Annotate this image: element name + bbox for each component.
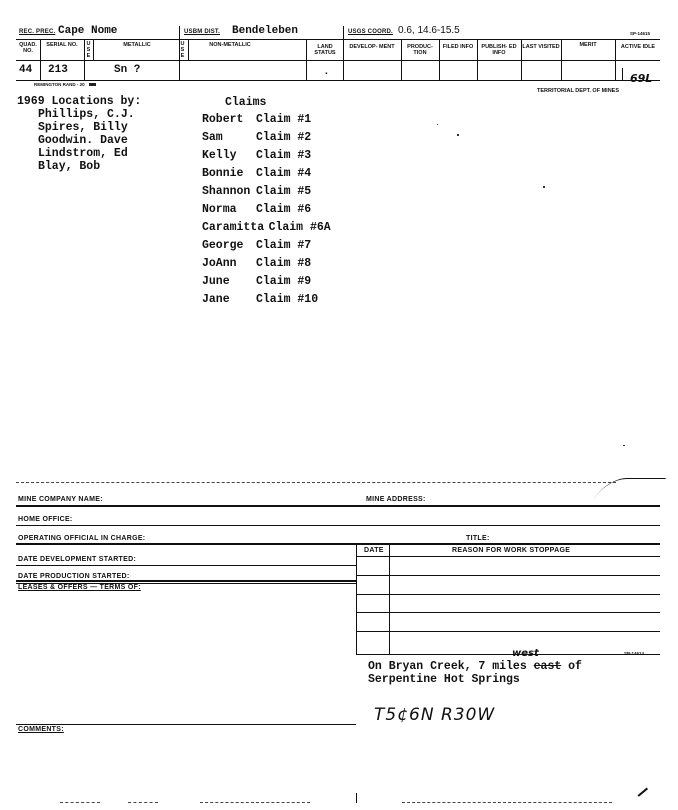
land-status-mark: . bbox=[325, 66, 328, 77]
leases-offers-label: LEASES & OFFERS — TERMS OF: bbox=[18, 584, 141, 591]
col-use-1: U S E bbox=[86, 41, 91, 59]
location-name: Phillips, C.J. bbox=[38, 108, 135, 121]
claim-row: JoAnn Claim #8 bbox=[202, 257, 312, 270]
usbm-dist-label: USBM DIST. bbox=[184, 29, 221, 35]
active-idle-tick bbox=[622, 68, 631, 81]
scan-speck bbox=[457, 134, 459, 136]
claims-heading: Claims bbox=[225, 96, 267, 109]
claim-row: George Claim #7 bbox=[202, 239, 312, 252]
form-number-bottom: SP-14614 bbox=[624, 651, 645, 656]
claim-row: Robert Claim #1 bbox=[202, 113, 312, 126]
comments-label: COMMENTS: bbox=[18, 726, 64, 733]
form-number-top: SP-14615 bbox=[630, 31, 651, 36]
claim-row: Shannon Claim #5 bbox=[202, 185, 312, 198]
claim-row: Sam Claim #2 bbox=[202, 131, 312, 144]
location-note-line-1: On Bryan Creek, 7 miles east of bbox=[368, 660, 582, 673]
usgs-coord-label: USGS COORD. bbox=[348, 29, 393, 35]
usbm-dist-value: Bendeleben bbox=[232, 25, 299, 37]
location-name: Blay, Bob bbox=[38, 160, 101, 173]
date-column-header: DATE bbox=[364, 547, 384, 554]
claim-row: Jane Claim #10 bbox=[202, 293, 319, 306]
corner-fold bbox=[638, 788, 655, 805]
header-row bbox=[16, 26, 660, 40]
quad-no-value: 44 bbox=[19, 64, 33, 76]
col-metallic: METALLIC bbox=[123, 42, 151, 48]
locations-heading: 1969 Locations by: bbox=[17, 95, 142, 108]
claim-row: Caramitta Claim #6A bbox=[202, 221, 331, 234]
location-note-line-2: Serpentine Hot Springs bbox=[368, 673, 520, 686]
operating-official-label: OPERATING OFFICIAL IN CHARGE: bbox=[18, 535, 146, 542]
col-serial-no: SERIAL NO. bbox=[46, 42, 78, 48]
col-land-status: LAND STATUS bbox=[314, 44, 336, 56]
claim-row: June Claim #9 bbox=[202, 275, 312, 288]
col-published-info: PUBLISH- ED INFO bbox=[481, 44, 517, 56]
col-filed-info: FILED INFO bbox=[442, 44, 474, 50]
date-prod-started-label: DATE PRODUCTION STARTED: bbox=[18, 573, 130, 580]
scan-speck bbox=[437, 124, 438, 125]
remington-rand-label: REMINGTON RAND - 20 bbox=[34, 82, 85, 87]
rec-prec-label: REC. PREC. bbox=[19, 29, 56, 35]
scan-speck bbox=[543, 186, 545, 188]
col-nonmetallic: NON-METALLIC bbox=[209, 42, 251, 48]
col-last-visited: LAST VISITED bbox=[522, 44, 560, 50]
claim-row: Norma Claim #6 bbox=[202, 203, 312, 216]
scan-speck bbox=[623, 445, 625, 446]
handwritten-west: west bbox=[512, 648, 539, 659]
mine-company-name-label: MINE COMPANY NAME: bbox=[18, 496, 103, 503]
metallic-value: Sn ? bbox=[114, 64, 141, 76]
mine-address-label: MINE ADDRESS: bbox=[366, 496, 426, 503]
col-production: PRODUC- TION bbox=[407, 44, 433, 56]
remington-mark bbox=[89, 83, 96, 86]
location-name: Lindstrom, Ed bbox=[38, 147, 128, 160]
territorial-dept-label: TERRITORIAL DEPT. OF MINES bbox=[537, 88, 619, 94]
reason-column-header: REASON FOR WORK STOPPAGE bbox=[452, 547, 571, 554]
home-office-label: HOME OFFICE: bbox=[18, 516, 73, 523]
col-active-idle: ACTIVE IDLE bbox=[620, 44, 656, 50]
locations-list bbox=[38, 108, 135, 173]
col-use-2: U S E bbox=[180, 41, 185, 59]
col-development: DEVELOP- MENT bbox=[349, 44, 395, 50]
struck-word: east bbox=[533, 660, 562, 673]
claim-row: Bonnie Claim #4 bbox=[202, 167, 312, 180]
township-range: T5¢6N R30W bbox=[374, 705, 496, 725]
rec-prec-value: Cape Nome bbox=[58, 25, 118, 37]
active-idle-value: 69L bbox=[630, 72, 653, 85]
location-name: Spires, Billy bbox=[38, 121, 128, 134]
date-dev-started-label: DATE DEVELOPMENT STARTED: bbox=[18, 556, 137, 563]
serial-no-value: 213 bbox=[48, 64, 68, 76]
col-quad-no: QUAD. NO. bbox=[19, 42, 37, 54]
claims-list bbox=[202, 109, 331, 307]
claim-row: Kelly Claim #3 bbox=[202, 149, 312, 162]
usgs-coord-value: 0.6, 14.6-15.5 bbox=[398, 25, 460, 36]
location-name: Goodwin. Dave bbox=[38, 134, 128, 147]
title-label: TITLE: bbox=[466, 535, 490, 542]
col-merit: MERIT bbox=[579, 42, 597, 48]
